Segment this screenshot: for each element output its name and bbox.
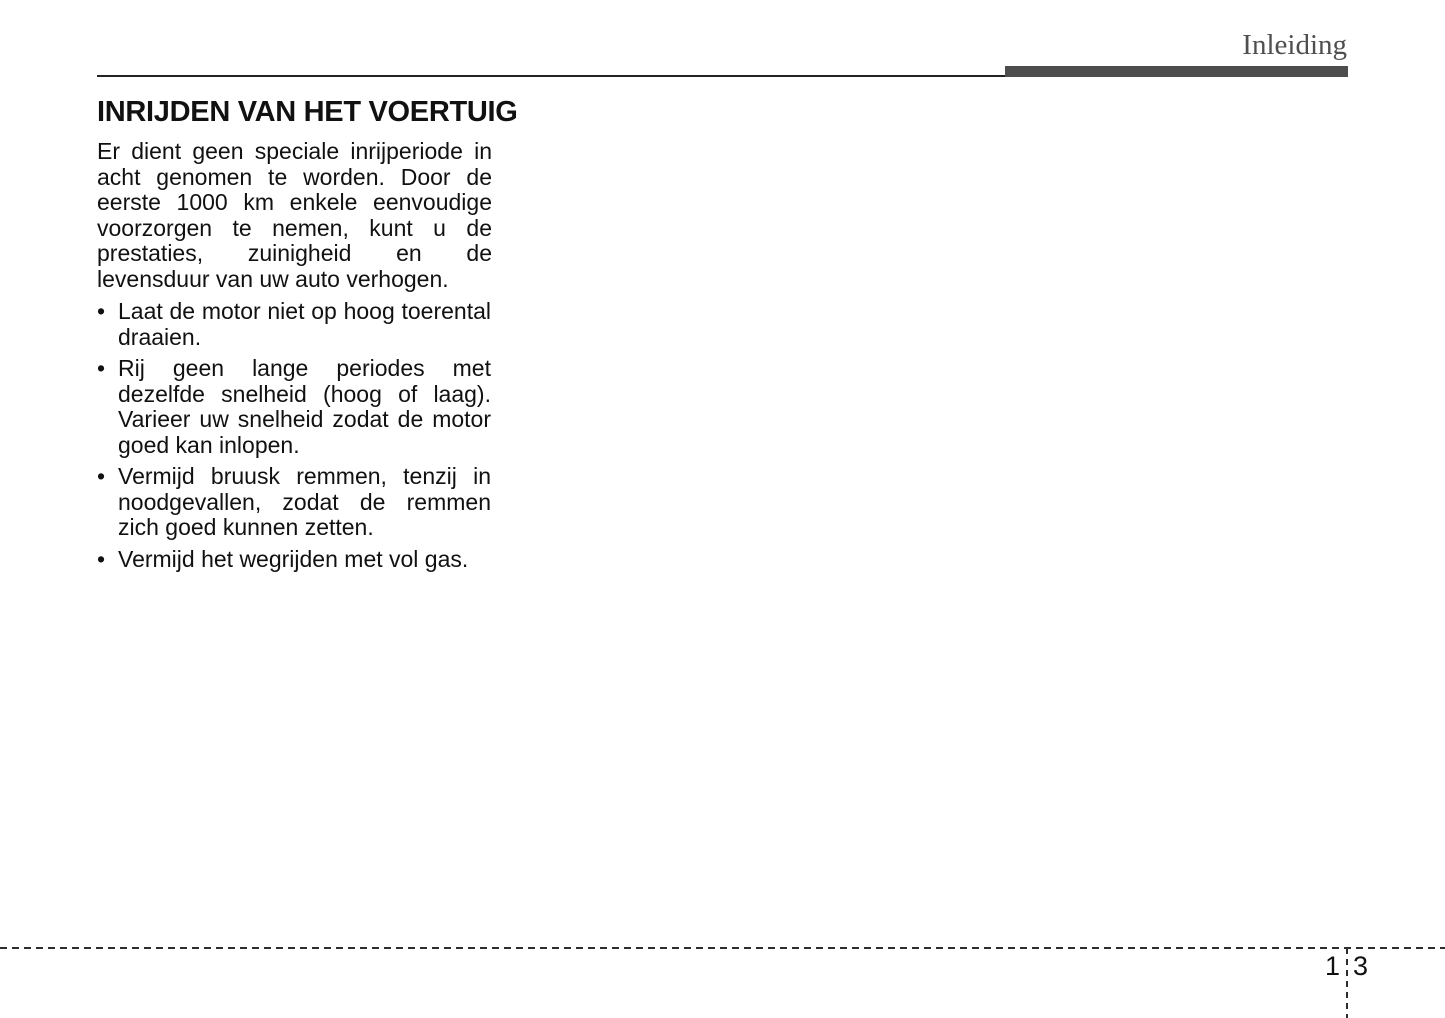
bullet-icon: • xyxy=(97,298,106,324)
footer-divider xyxy=(0,947,1445,949)
bullet-list xyxy=(97,299,491,578)
list-item-text: Vermijd het wegrijden met vol gas. xyxy=(118,545,469,572)
list-item xyxy=(97,299,491,350)
chapter-number: 1 xyxy=(1324,951,1340,981)
list-item xyxy=(97,547,491,573)
header-accent-bar xyxy=(1005,66,1348,77)
bullet-icon: • xyxy=(97,355,106,381)
bullet-icon: • xyxy=(97,463,106,489)
list-item-text: Rij geen lange periodes met dezelfde snelheid (hoog of laag). Varieer uw snelheid zodat de motor goed kan inlopen. xyxy=(118,355,491,458)
list-item xyxy=(97,356,491,458)
list-item-text: Laat de motor niet op hoog toerental draaien. xyxy=(118,298,491,350)
list-item-text: Vermijd bruusk remmen, tenzij in noodgevallen, zodat de remmen zich goed kunnen zetten. xyxy=(118,463,491,540)
page-number: 3 xyxy=(1353,951,1369,981)
list-item xyxy=(97,464,491,541)
footer-page-divider xyxy=(1346,948,1348,1018)
section-heading: INRIJDEN VAN HET VOERTUIG xyxy=(97,96,518,128)
bullet-icon: • xyxy=(97,545,106,572)
chapter-title: Inleiding xyxy=(1242,29,1347,61)
intro-paragraph: Er dient geen speciale inrijperiode in acht genomen te worden. Door de eerste 1000 km enkele eenvoudige voorzorgen te nemen, kunt u de prestaties, zuinigheid en de levensduur van uw auto verhogen. xyxy=(97,138,492,292)
